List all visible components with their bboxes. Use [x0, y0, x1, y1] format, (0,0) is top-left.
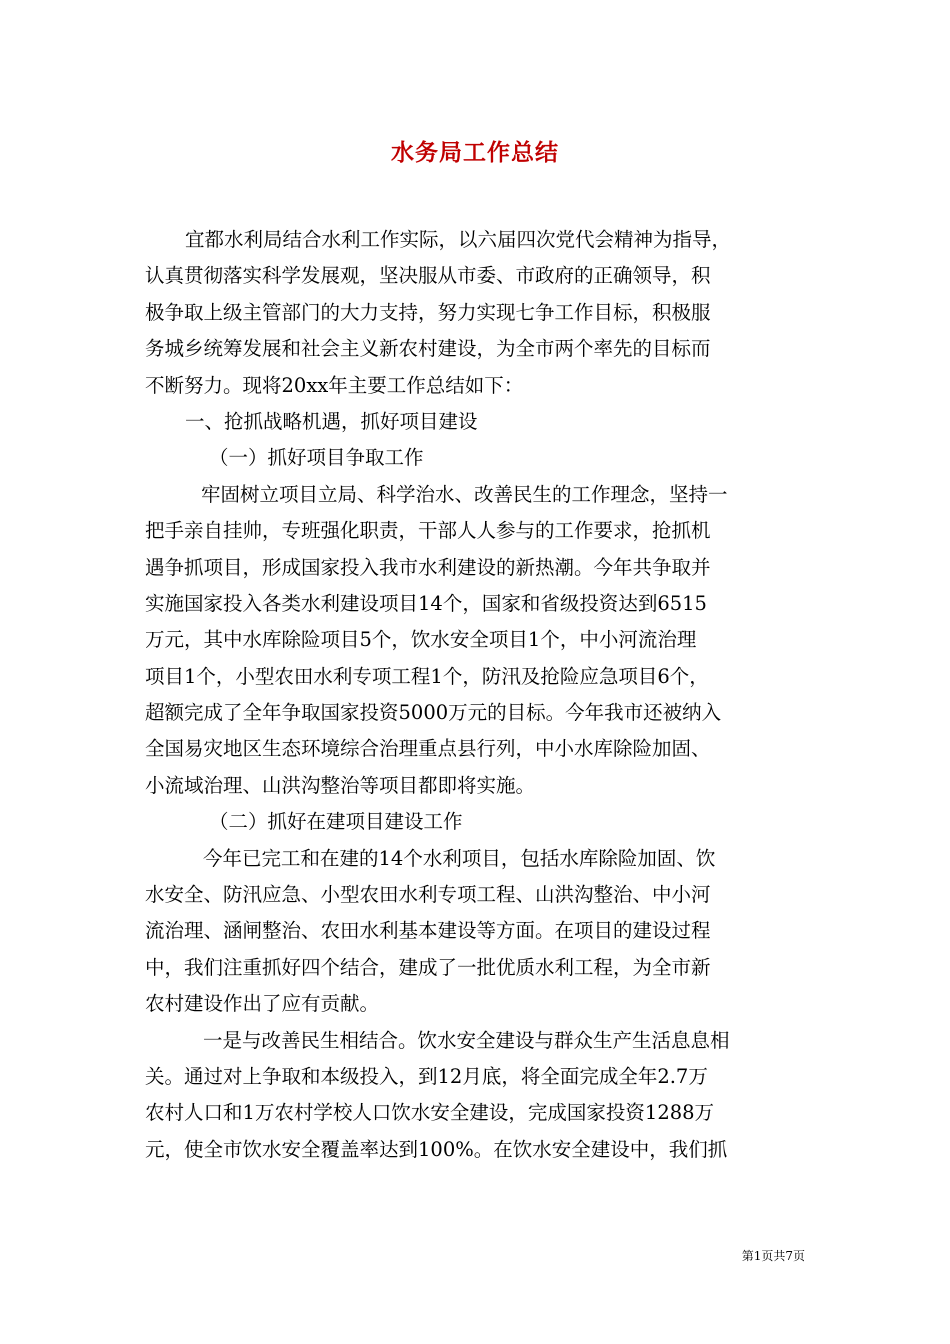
paragraph-line: 万元，其中水库除险项目5个，饮水安全项目1个，中小河流治理: [145, 628, 697, 652]
page-number: 第1页共7页: [741, 1249, 805, 1263]
paragraph-line: 超额完成了全年争取国家投资5000万元的目标。今年我市还被纳入: [145, 701, 722, 725]
paragraph-line: 不断努力。现将20xx年主要工作总结如下：: [145, 373, 524, 397]
paragraph-line: 水安全、防汛应急、小型农田水利专项工程、山洪沟整治、中小河: [145, 883, 711, 907]
paragraph-line: 小流域治理、山洪沟整治等项目都即将实施。: [145, 773, 536, 797]
paragraph-line: 元，使全市饮水安全覆盖率达到100%。在饮水安全建设中，我们抓: [145, 1137, 728, 1161]
paragraph-line: 牢固树立项目立局、科学治水、改善民生的工作理念，坚持一: [201, 482, 728, 506]
paragraph-line: 认真贯彻落实科学发展观，坚决服从市委、市政府的正确领导，积: [145, 264, 711, 288]
paragraph-line: 流治理、涵闸整治、农田水利基本建设等方面。在项目的建设过程: [145, 919, 711, 943]
paragraph-line: 项目1个，小型农田水利专项工程1个，防汛及抢险应急项目6个，: [145, 664, 709, 688]
document-body: [145, 222, 805, 1168]
section-heading: 一、抢抓战略机遇，抓好项目建设: [185, 409, 478, 433]
paragraph-line: 遇争抓项目，形成国家投入我市水利建设的新热潮。今年共争取并: [145, 555, 711, 579]
paragraph-line: 实施国家投入各类水利建设项目14个，国家和省级投资达到6515: [145, 591, 707, 615]
paragraph-line: 极争取上级主管部门的大力支持，努力实现七争工作目标，积极服: [145, 300, 711, 324]
subsection-heading: （二）抓好在建项目建设工作: [209, 810, 463, 834]
paragraph-line: 把手亲自挂帅，专班强化职责，干部人人参与的工作要求，抢抓机: [145, 519, 711, 543]
paragraph-line: 农村人口和1万农村学校人口饮水安全建设，完成国家投资1288万: [145, 1101, 715, 1125]
paragraph-line: 中，我们注重抓好四个结合，建成了一批优质水利工程，为全市新: [145, 955, 711, 979]
subsection-heading: （一）抓好项目争取工作: [209, 446, 424, 470]
paragraph-line: 务城乡统筹发展和社会主义新农村建设，为全市两个率先的目标而: [145, 337, 711, 361]
paragraph-line: 宜都水利局结合水利工作实际，以六届四次党代会精神为指导，: [185, 228, 732, 251]
paragraph-line: 农村建设作出了应有贡献。: [145, 992, 380, 1016]
paragraph-line: 全国易灾地区生态环境综合治理重点县行列，中小水库除险加固、: [145, 737, 711, 761]
paragraph-line: 一是与改善民生相结合。饮水安全建设与群众生产生活息息相: [203, 1028, 730, 1052]
document-title: 水务局工作总结: [391, 139, 559, 166]
paragraph-line: 今年已完工和在建的14个水利项目，包括水库除险加固、饮: [203, 846, 716, 870]
paragraph-line: 关。通过对上争取和本级投入，到12月底，将全面完成全年2.7万: [145, 1064, 708, 1088]
